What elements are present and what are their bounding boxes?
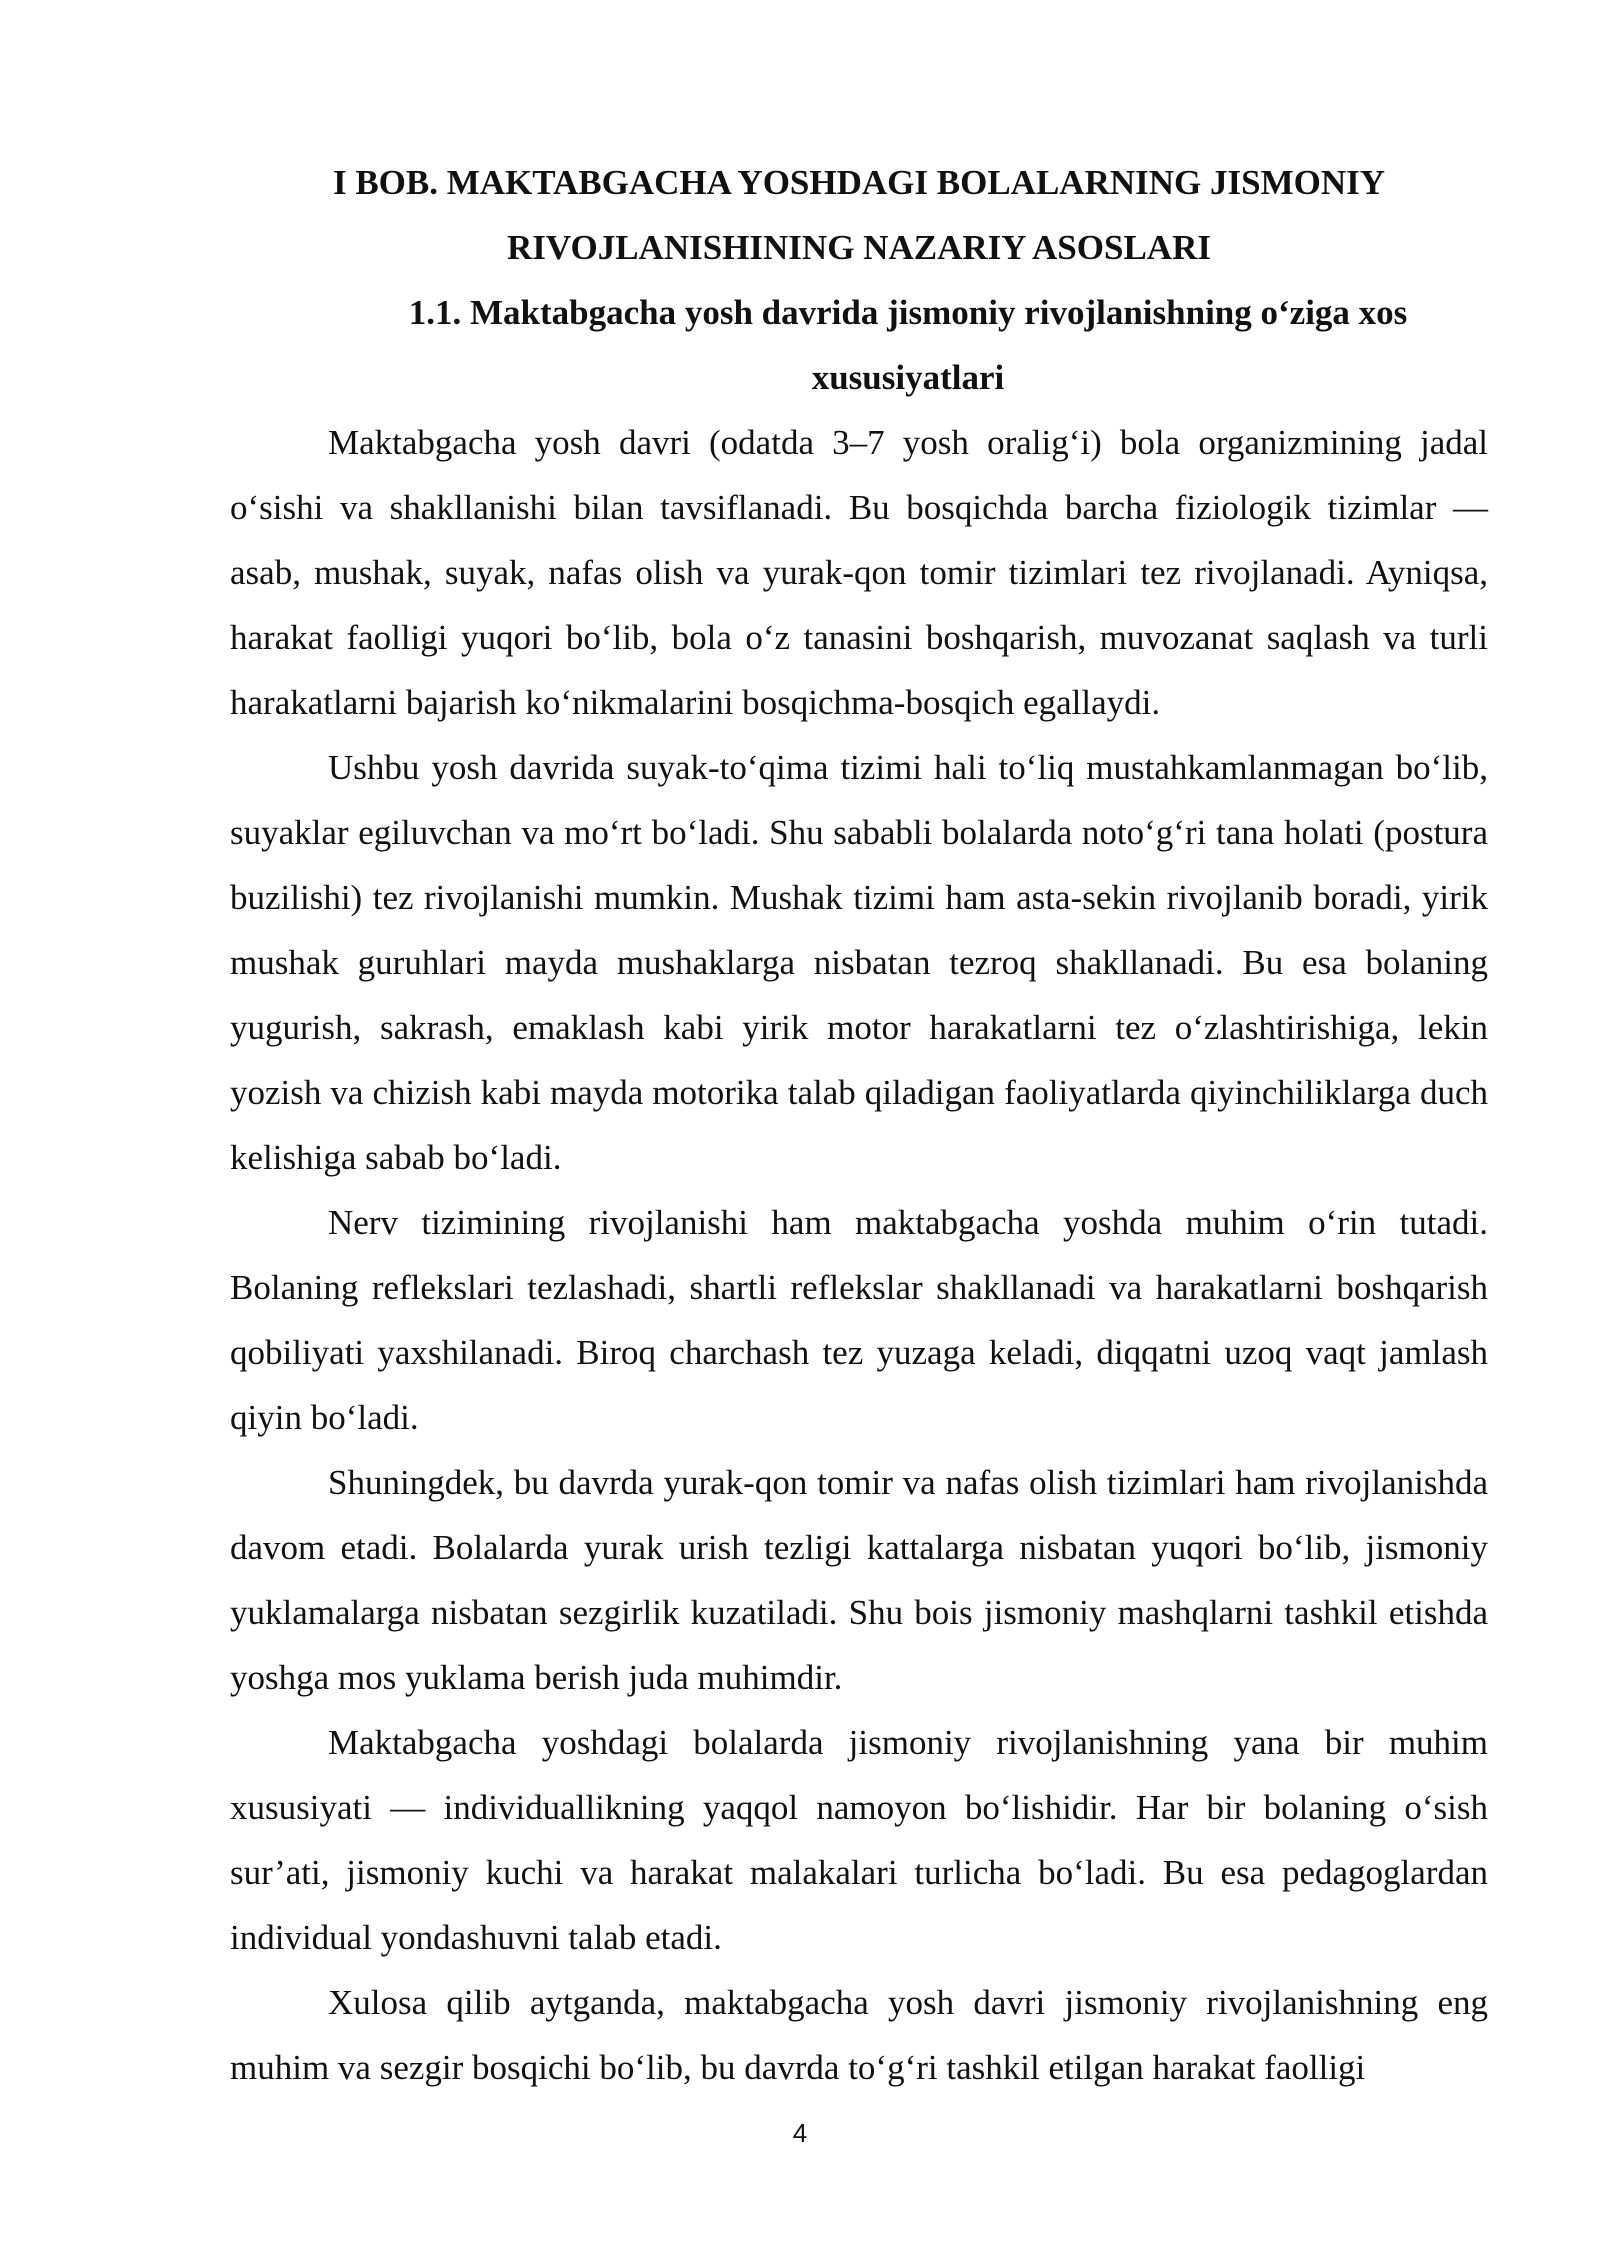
chapter-title: [230, 150, 1488, 280]
section-title-line-1: 1.1. Maktabgacha yosh davrida jismoniy rivojlanishning o‘ziga xos: [408, 293, 1408, 332]
page-number: 4: [792, 2118, 808, 2148]
paragraph-2: Ushbu yosh davrida suyak-to‘qima tizimi hali to‘liq mustahkamlanmagan bo‘lib, suyaklar egiluvchan va mo‘rt bo‘ladi. Shu sababli bolalarda noto‘g‘ri tana holati (postura buzilishi) tez rivojlanishi mumkin. Mushak tizimi ham asta-sekin rivojlanib boradi, yirik mushak guruhlari mayda mushaklarga nisbatan tezroq shakllanadi. Bu esa bolaning yugurish, sakrash, emaklash kabi yirik motor harakatlarni tez o‘zlashtirishiga, lekin yozish va chizish kabi mayda motorika talab qiladigan faoliyatlarda qiyinchiliklarga duch kelishiga sabab bo‘ladi.: [230, 748, 1488, 1177]
page-content: [230, 150, 1488, 2100]
chapter-title-line-2: RIVOJLANISHINING NAZARIY ASOSLARI: [507, 228, 1211, 267]
section-title-line-2: xususiyatlari: [811, 358, 1005, 397]
section-title: [230, 280, 1488, 410]
paragraph-6: Xulosa qilib aytganda, maktabgacha yosh davri jismoniy rivojlanishning eng muhim va sezgir bosqichi bo‘lib, bu davrda to‘g‘ri tashkil etilgan harakat faolligi: [230, 1983, 1488, 2087]
paragraph-1: Maktabgacha yosh davri (odatda 3–7 yosh oralig‘i) bola organizmining jadal o‘sishi va shakllanishi bilan tavsiflanadi. Bu bosqichda barcha fiziologik tizimlar — asab, mushak, suyak, nafas olish va yurak-qon tomir tizimlari tez rivojlanadi. Ayniqsa, harakat faolligi yuqori bo‘lib, bola o‘z tanasini boshqarish, muvozanat saqlash va turli harakatlarni bajarish ko‘nikmalarini bosqichma-bosqich egallaydi.: [230, 423, 1488, 722]
paragraph-3: Nerv tizimining rivojlanishi ham maktabgacha yoshda muhim o‘rin tutadi. Bolaning reflekslari tezlashadi, shartli reflekslar shakllanadi va harakatlarni boshqarish qobiliyati yaxshilanadi. Biroq charchash tez yuzaga keladi, diqqatni uzoq vaqt jamlash qiyin bo‘ladi.: [230, 1203, 1488, 1437]
paragraph-5: Maktabgacha yoshdagi bolalarda jismoniy rivojlanishning yana bir muhim xususiyati — individuallikning yaqqol namoyon bo‘lishidir. Har bir bolaning o‘sish sur’ati, jismoniy kuchi va harakat malakalari turlicha bo‘ladi. Bu esa pedagoglardan individual yondashuvni talab etadi.: [230, 1723, 1488, 1957]
chapter-title-line-1: I BOB. MAKTABGACHA YOSHDAGI BOLALARNING JISMONIY: [332, 163, 1386, 202]
paragraph-4: Shuningdek, bu davrda yurak-qon tomir va nafas olish tizimlari ham rivojlanishda davom etadi. Bolalarda yurak urish tezligi kattalarga nisbatan yuqori bo‘lib, jismoniy yuklamalarga nisbatan sezgirlik kuzatiladi. Shu bois jismoniy mashqlarni tashkil etishda yoshga mos yuklama berish juda muhimdir.: [230, 1463, 1488, 1697]
